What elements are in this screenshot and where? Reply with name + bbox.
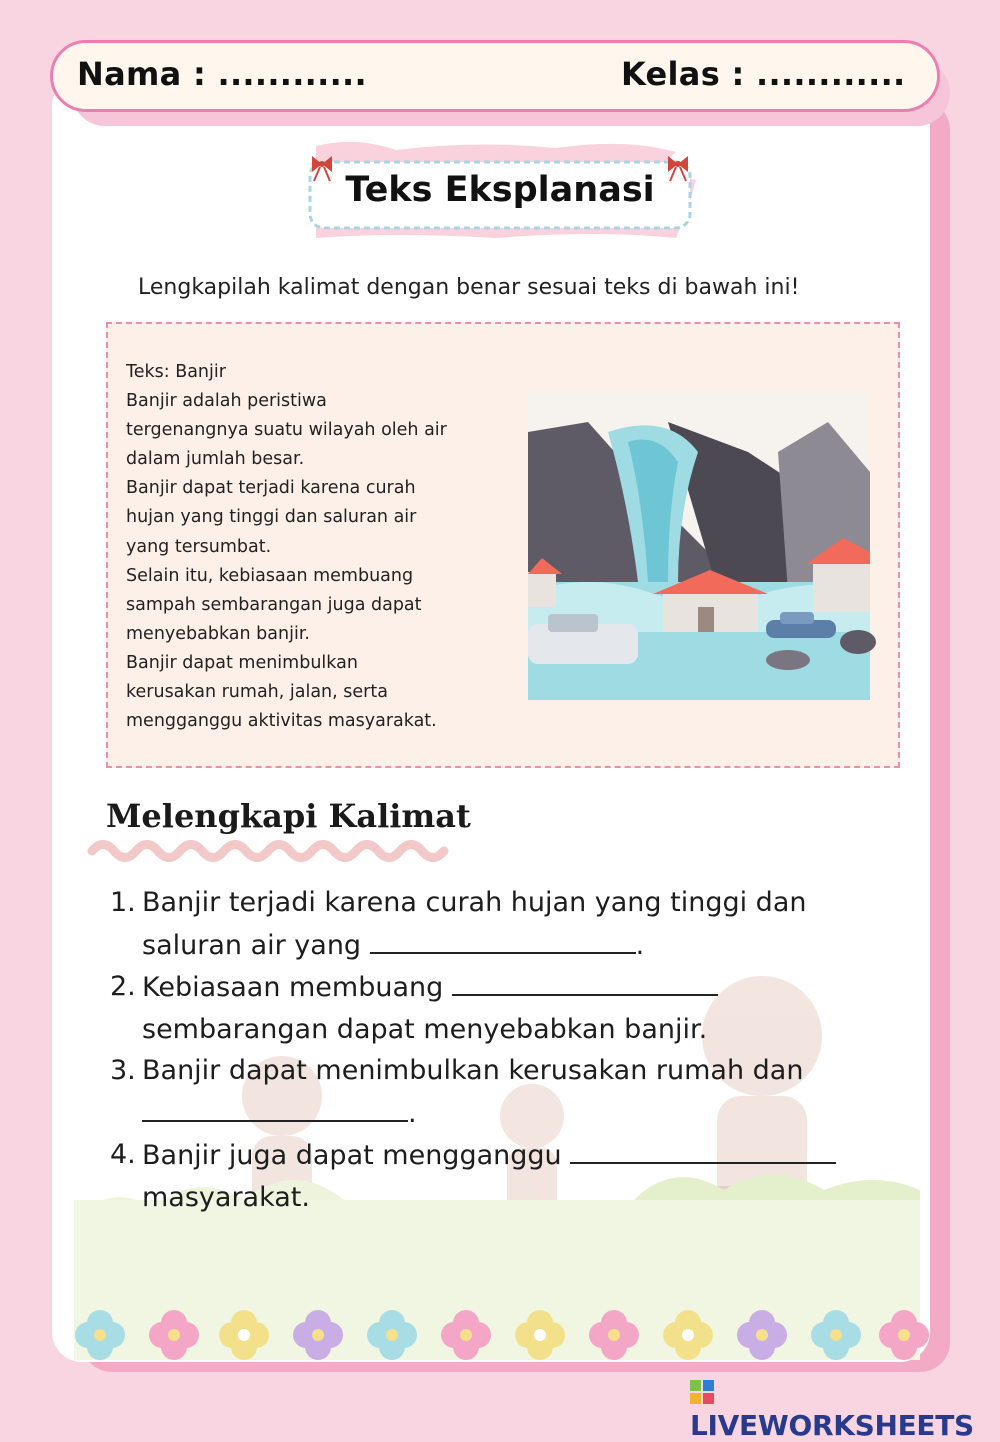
instruction-text: Lengkapilah kalimat dengan benar sesuai teks di bawah ini! <box>138 275 800 300</box>
student-info-bar <box>50 40 940 112</box>
flood-illustration <box>528 392 870 700</box>
answer-blank-4[interactable] <box>570 1134 836 1164</box>
answer-blank-3[interactable] <box>142 1092 408 1122</box>
footer-text: LIVEWORKSHEETS <box>690 1409 974 1442</box>
question-text: sembarangan dapat menyebabkan banjir. <box>142 1013 708 1045</box>
reading-line: dalam jumlah besar. <box>126 449 305 470</box>
question-text: masyarakat. <box>142 1181 310 1213</box>
reading-line: kerusakan rumah, jalan, serta <box>126 682 388 703</box>
reading-line: mengganggu aktivitas masyarakat. <box>126 711 437 732</box>
question-item <box>110 882 870 966</box>
reading-line: yang tersumbat. <box>126 536 272 557</box>
class-field[interactable]: Kelas : ............ <box>621 55 906 93</box>
question-item <box>110 1050 870 1134</box>
reading-line: menyebabkan banjir. <box>126 623 310 644</box>
liveworksheets-logo-icon <box>690 1380 714 1404</box>
reading-line: sampah sembarangan juga dapat <box>126 594 422 615</box>
wavy-underline <box>92 838 448 864</box>
reading-line: Banjir dapat terjadi karena curah <box>126 478 416 499</box>
question-number: 4. <box>110 1139 136 1170</box>
reading-line: hujan yang tinggi dan saluran air <box>126 507 417 528</box>
title-badge <box>296 140 704 244</box>
reading-line: Banjir adalah peristiwa <box>126 391 327 412</box>
section-title: Melengkapi Kalimat <box>106 797 471 835</box>
reading-text <box>126 358 506 736</box>
question-number: 3. <box>110 1055 136 1086</box>
answer-blank-2[interactable] <box>452 966 718 996</box>
question-text: Banjir terjadi karena curah hujan yang tinggi dan saluran air yang <box>142 887 807 961</box>
question-text: Kebiasaan membuang <box>142 972 452 1003</box>
footer-brand <box>690 1376 1000 1442</box>
reading-line: Selain itu, kebiasaan membuang <box>126 565 414 586</box>
question-text: Banjir dapat menimbulkan kerusakan rumah dan <box>142 1055 804 1086</box>
question-item <box>110 966 870 1050</box>
question-text: Banjir juga dapat mengganggu <box>142 1140 571 1171</box>
page-title: Teks Eksplanasi <box>345 170 655 210</box>
question-text: . <box>408 1097 417 1129</box>
question-text: . <box>635 929 645 961</box>
answer-blank-1[interactable] <box>370 924 636 954</box>
question-item <box>110 1134 870 1218</box>
question-number: 2. <box>110 971 136 1002</box>
reading-line: Banjir dapat menimbulkan <box>126 652 358 673</box>
question-list <box>110 882 870 1218</box>
reading-box <box>106 322 900 768</box>
reading-line: tergenangnya suatu wilayah oleh air <box>126 420 447 441</box>
reading-line: Teks: Banjir <box>126 362 226 382</box>
question-number: 1. <box>110 887 136 918</box>
name-field[interactable]: Nama : ............ <box>77 55 367 93</box>
